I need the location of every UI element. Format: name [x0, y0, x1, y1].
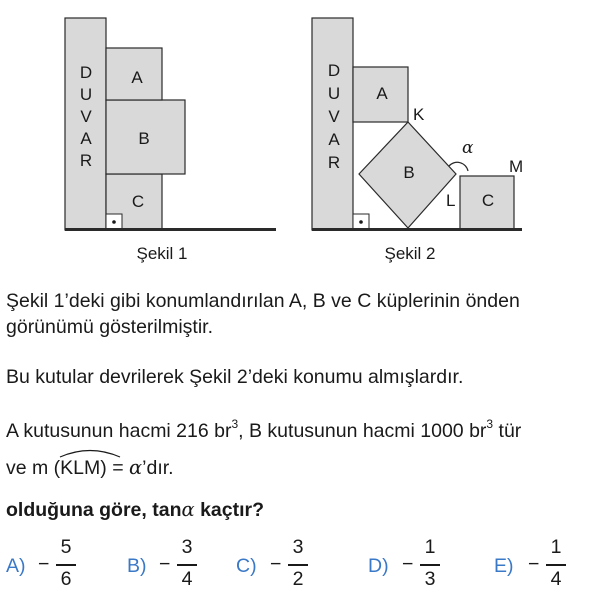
wall-2-letter: D — [327, 61, 341, 80]
equals-text: ) = — [100, 457, 129, 479]
figure-1 — [65, 18, 276, 263]
option-letter: D) — [368, 555, 389, 577]
minus-sign: − — [159, 553, 171, 575]
point-l-label: L — [446, 191, 456, 210]
right-angle-dot-2 — [359, 220, 363, 224]
cube-b-2-label: B — [403, 163, 415, 182]
cube-a-2-label: A — [376, 84, 388, 103]
cube-b-1-label: B — [138, 129, 150, 148]
minus-sign: − — [402, 553, 414, 575]
cube-c-2-label: C — [481, 191, 495, 210]
numerator: 3 — [181, 536, 193, 558]
alpha-symbol: α — [129, 456, 143, 479]
point-k-label: K — [413, 105, 425, 124]
arc-symbol — [58, 446, 122, 458]
angle-alpha-label: α — [462, 138, 474, 158]
denominator: 3 — [424, 568, 436, 590]
right-angle-dot-1 — [112, 220, 116, 224]
cube-c-1-label: C — [131, 192, 145, 211]
fraction-bar — [546, 564, 566, 566]
wall-1-letter: R — [79, 151, 93, 170]
paragraph-1-line-2: görünümü gösterilmiştir. — [6, 316, 213, 338]
minus-sign: − — [38, 553, 50, 575]
numerator: 5 — [60, 536, 72, 558]
minus-sign: − — [528, 553, 540, 575]
paragraph-2: Bu kutular devrilerek Şekil 2’deki konumu almışlardır. — [6, 366, 464, 388]
exponent: 3 — [231, 417, 239, 431]
suffix-text: tür — [493, 420, 522, 442]
fraction-bar — [56, 564, 76, 566]
wall-2-letter: A — [328, 130, 340, 149]
denominator: 4 — [181, 568, 193, 590]
point-m-label: M — [509, 157, 524, 176]
paragraph-4 — [6, 455, 174, 481]
arc-letters-text: KLM — [60, 457, 101, 479]
fraction-bar — [420, 564, 440, 566]
arc-klm — [60, 455, 100, 481]
denominator: 6 — [60, 568, 72, 590]
wall-1-letter: V — [80, 107, 92, 126]
numerator: 1 — [550, 536, 562, 558]
paragraph-3 — [6, 411, 521, 444]
option-letter: E) — [494, 555, 514, 577]
option-letter: B) — [127, 555, 147, 577]
denominator: 2 — [292, 568, 304, 590]
numerator: 1 — [424, 536, 436, 558]
option-letter: C) — [236, 555, 257, 577]
wall-2-letter: R — [327, 153, 341, 172]
dir-text: ’dır. — [142, 457, 174, 479]
figure-2 — [312, 18, 523, 263]
figures — [0, 0, 604, 265]
option-letter: A) — [6, 555, 26, 577]
measure-prefix: ve m ( — [6, 457, 61, 479]
wall-1-letter: D — [79, 63, 93, 82]
caption-2: Şekil 2 — [384, 244, 436, 263]
numerator: 3 — [292, 536, 304, 558]
wall-1-letter: U — [79, 85, 93, 104]
alpha-symbol: α — [181, 498, 195, 521]
question-text: olduğuna göre, tan — [6, 499, 182, 521]
wall-2-letter: V — [328, 107, 340, 126]
denominator: 4 — [550, 568, 562, 590]
wall-2-letter: U — [327, 84, 341, 103]
exponent: 3 — [486, 417, 494, 431]
volume-b-text: , B kutusunun hacmi 1000 br — [238, 420, 487, 442]
paragraph-1-line-1: Şekil 1’deki gibi konumlandırılan A, B ve C küplerinin önden — [6, 290, 520, 312]
minus-sign: − — [270, 553, 282, 575]
question-end: kaçtır? — [194, 499, 265, 521]
wall-1-letter: A — [80, 129, 92, 148]
fraction-bar — [288, 564, 308, 566]
caption-1: Şekil 1 — [136, 244, 188, 263]
question — [6, 497, 264, 523]
fraction-bar — [177, 564, 197, 566]
cube-a-1-label: A — [131, 68, 143, 87]
volume-a-text: A kutusunun hacmi 216 br — [6, 420, 232, 442]
